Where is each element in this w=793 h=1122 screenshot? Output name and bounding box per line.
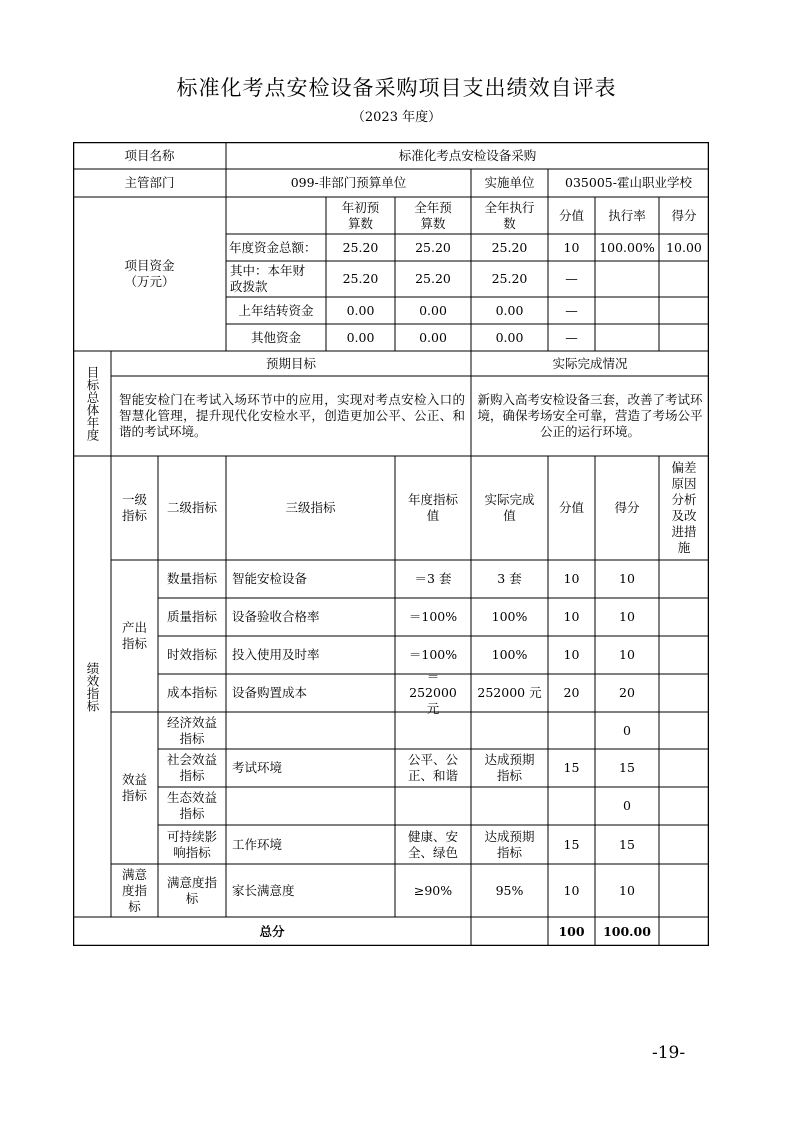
ind-header-deviation: 偏差原因分析及改进措施 [671, 460, 697, 555]
ind-row-score: 10 [619, 882, 635, 898]
impl-label: 实施单位 [484, 175, 535, 190]
ind-row-level2: 生态效益指标 [166, 790, 217, 821]
project-name-label: 项目名称 [124, 147, 175, 163]
ind-row-deviation [659, 560, 709, 598]
funds-row-budget-start: 0.00 [346, 302, 375, 318]
ind-row-annual: ＝100% [408, 609, 458, 624]
ind-row-deviation [659, 712, 709, 749]
funds-row-budget-start: 25.20 [342, 239, 379, 255]
ind-row-actual: 达成预期指标 [484, 752, 535, 783]
ind-header-score: 得分 [614, 500, 640, 515]
funds-row-budget-year: 25.20 [415, 239, 451, 255]
ind-header-level2: 二级指标 [166, 500, 217, 515]
funds-row-rate [595, 261, 659, 297]
ind-row-deviation [659, 674, 709, 712]
total-label: 总分 [259, 923, 285, 939]
total-deviation-empty [659, 917, 709, 946]
ind-row-level2: 时效指标 [166, 647, 217, 662]
funds-row-score-value: — [565, 271, 578, 286]
impl-value: 035005-霍山职业学校 [565, 175, 692, 190]
funds-row-budget-start: 25.20 [342, 271, 379, 286]
ind-row-annual: 健康、安全、绿色 [407, 828, 458, 860]
goals-actual-text: 新购入高考安检设备三套，改善了考试环境，确保考场安全可靠，营造了考场公平公正的运行环境。 [477, 392, 703, 439]
ind-row-annual [395, 712, 471, 749]
ind-row-score: 0 [623, 722, 631, 738]
funds-row-score-value: 10 [563, 239, 580, 255]
ind-header-annual: 年度指标值 [407, 492, 458, 523]
ind-row-score-value: 15 [563, 760, 580, 775]
funds-row-label: 年度资金总额： [229, 239, 317, 255]
ind-row-deviation [659, 749, 709, 787]
funds-row-executed: 0.00 [495, 329, 524, 345]
ind-level1-output: 产出指标 [121, 620, 147, 651]
funds-header-score-value: 分值 [558, 207, 584, 223]
ind-row-score: 10 [619, 571, 635, 586]
funds-row-rate [595, 297, 659, 324]
page-subtitle: （2023 年度） [351, 110, 442, 125]
ind-row-level2: 成本指标 [166, 685, 217, 700]
ind-header-level3: 三级指标 [285, 500, 336, 515]
total-score: 100.00 [603, 923, 651, 939]
evaluation-table [73, 142, 709, 946]
funds-header-executed: 全年执行数 [484, 199, 535, 231]
funds-header-score: 得分 [671, 207, 697, 223]
funds-row-executed: 25.20 [491, 271, 528, 286]
ind-row-level3: 设备购置成本 [232, 685, 308, 700]
ind-row-score: 15 [619, 836, 635, 852]
ind-header-actual: 实际完成值 [484, 492, 535, 523]
dept-label: 主管部门 [124, 175, 175, 190]
ind-row-annual: ＝3 套 [414, 571, 452, 586]
ind-row-score-value: 10 [563, 571, 580, 586]
ind-row-annual: ＝252000元 [409, 669, 457, 716]
ind-row-level2: 数量指标 [166, 571, 217, 586]
ind-row-level3: 家长满意度 [232, 882, 295, 898]
ind-row-score-value [548, 787, 595, 825]
ind-level1-satisfaction: 满意度指标 [121, 866, 147, 914]
ind-row-actual: 95% [495, 882, 524, 898]
total-actual-empty [471, 917, 548, 946]
ind-row-score: 15 [619, 760, 635, 775]
ind-row-actual: 252000 元 [477, 685, 542, 700]
ind-row-deviation [659, 636, 709, 674]
ind-row-actual: 3 套 [497, 571, 522, 586]
ind-row-actual: 100% [491, 609, 528, 624]
ind-row-actual [471, 712, 548, 749]
funds-row-executed: 0.00 [495, 302, 524, 318]
dept-value: 099-非部门预算单位 [290, 175, 407, 190]
ind-row-level3: 设备验收合格率 [232, 609, 320, 624]
ind-row-level3: 智能安检设备 [232, 571, 308, 586]
ind-row-score-value: 15 [563, 836, 580, 852]
ind-row-deviation [659, 864, 709, 917]
ind-row-deviation [659, 598, 709, 636]
ind-row-annual [395, 787, 471, 825]
ind-row-deviation [659, 787, 709, 825]
ind-row-score: 20 [619, 685, 635, 700]
ind-row-score-value: 10 [563, 647, 580, 662]
funds-header-budget-start: 年初预算数 [341, 199, 380, 231]
ind-row-score-value: 20 [563, 685, 580, 700]
funds-row-score-value: — [565, 329, 578, 345]
funds-row-label: 其他资金 [250, 329, 301, 345]
ind-row-annual: ＝100% [408, 647, 458, 662]
funds-row-label: 上年结转资金 [238, 302, 314, 318]
goals-expected-text: 智能安检门在考试入场环节中的应用，实现对考点安检入口的智慧化管理，提升现代化安检水平，创造更加公平、公正、和谐的考试环境。 [119, 392, 465, 439]
ind-row-level3: 考试环境 [232, 760, 283, 775]
ind-row-level3 [226, 712, 395, 749]
ind-level1-benefit: 效益指标 [121, 772, 147, 803]
ind-header-score-value: 分值 [558, 500, 584, 515]
goals-label: 目标总体年度 [85, 366, 100, 441]
ind-row-level2: 经济效益指标 [166, 714, 217, 746]
indicators-section-label: 绩效指标 [85, 661, 100, 712]
page-number: -19- [652, 1043, 686, 1063]
total-score-value: 100 [558, 923, 585, 939]
ind-row-actual [471, 787, 548, 825]
ind-header-level1: 一级指标 [121, 492, 147, 523]
ind-row-actual: 达成预期指标 [484, 828, 535, 860]
funds-header-rate: 执行率 [608, 207, 646, 223]
ind-row-level3 [226, 787, 395, 825]
funds-row-score [659, 261, 709, 297]
funds-row-rate: 100.00% [599, 239, 655, 255]
ind-row-deviation [659, 825, 709, 864]
funds-row-budget-year: 0.00 [419, 302, 447, 318]
ind-row-level2: 满意度指标 [166, 874, 217, 906]
funds-row-score [659, 324, 709, 351]
ind-row-score-value [548, 712, 595, 749]
goals-actual-header: 实际完成情况 [552, 355, 628, 371]
funds-row-budget-start: 0.00 [346, 329, 375, 345]
ind-row-score: 10 [619, 609, 635, 624]
ind-row-score-value: 10 [563, 609, 580, 624]
ind-row-annual: 公平、公正、和谐 [407, 752, 458, 783]
ind-row-level2: 可持续影响指标 [166, 828, 217, 860]
funds-row-score [659, 297, 709, 324]
ind-row-level3: 工作环境 [232, 836, 283, 852]
ind-row-score-value: 10 [563, 882, 580, 898]
funds-row-budget-year: 25.20 [415, 271, 451, 286]
funds-row-score-value: — [565, 302, 578, 318]
ind-row-level3: 投入使用及时率 [232, 647, 320, 662]
funds-header-budget-year: 全年预算数 [414, 199, 452, 231]
ind-row-level2: 社会效益指标 [166, 752, 217, 783]
funds-row-label: 其中：本年财政拨款 [230, 263, 306, 294]
funds-label: 项目资金 （万元） [124, 258, 175, 289]
funds-row-score: 10.00 [666, 239, 702, 255]
funds-row-rate [595, 324, 659, 351]
ind-row-score: 10 [619, 647, 635, 662]
project-name-value: 标准化考点安检设备采购 [398, 147, 537, 163]
funds-row-executed: 25.20 [491, 239, 528, 255]
ind-row-annual: ≥90% [413, 882, 453, 898]
ind-row-score: 0 [623, 798, 631, 813]
funds-row-budget-year: 0.00 [419, 329, 447, 345]
ind-row-actual: 100% [491, 647, 528, 662]
page-title: 标准化考点安检设备采购项目支出绩效自评表 [176, 76, 617, 100]
ind-row-level2: 质量指标 [166, 609, 217, 624]
goals-expected-header: 预期目标 [265, 355, 316, 371]
